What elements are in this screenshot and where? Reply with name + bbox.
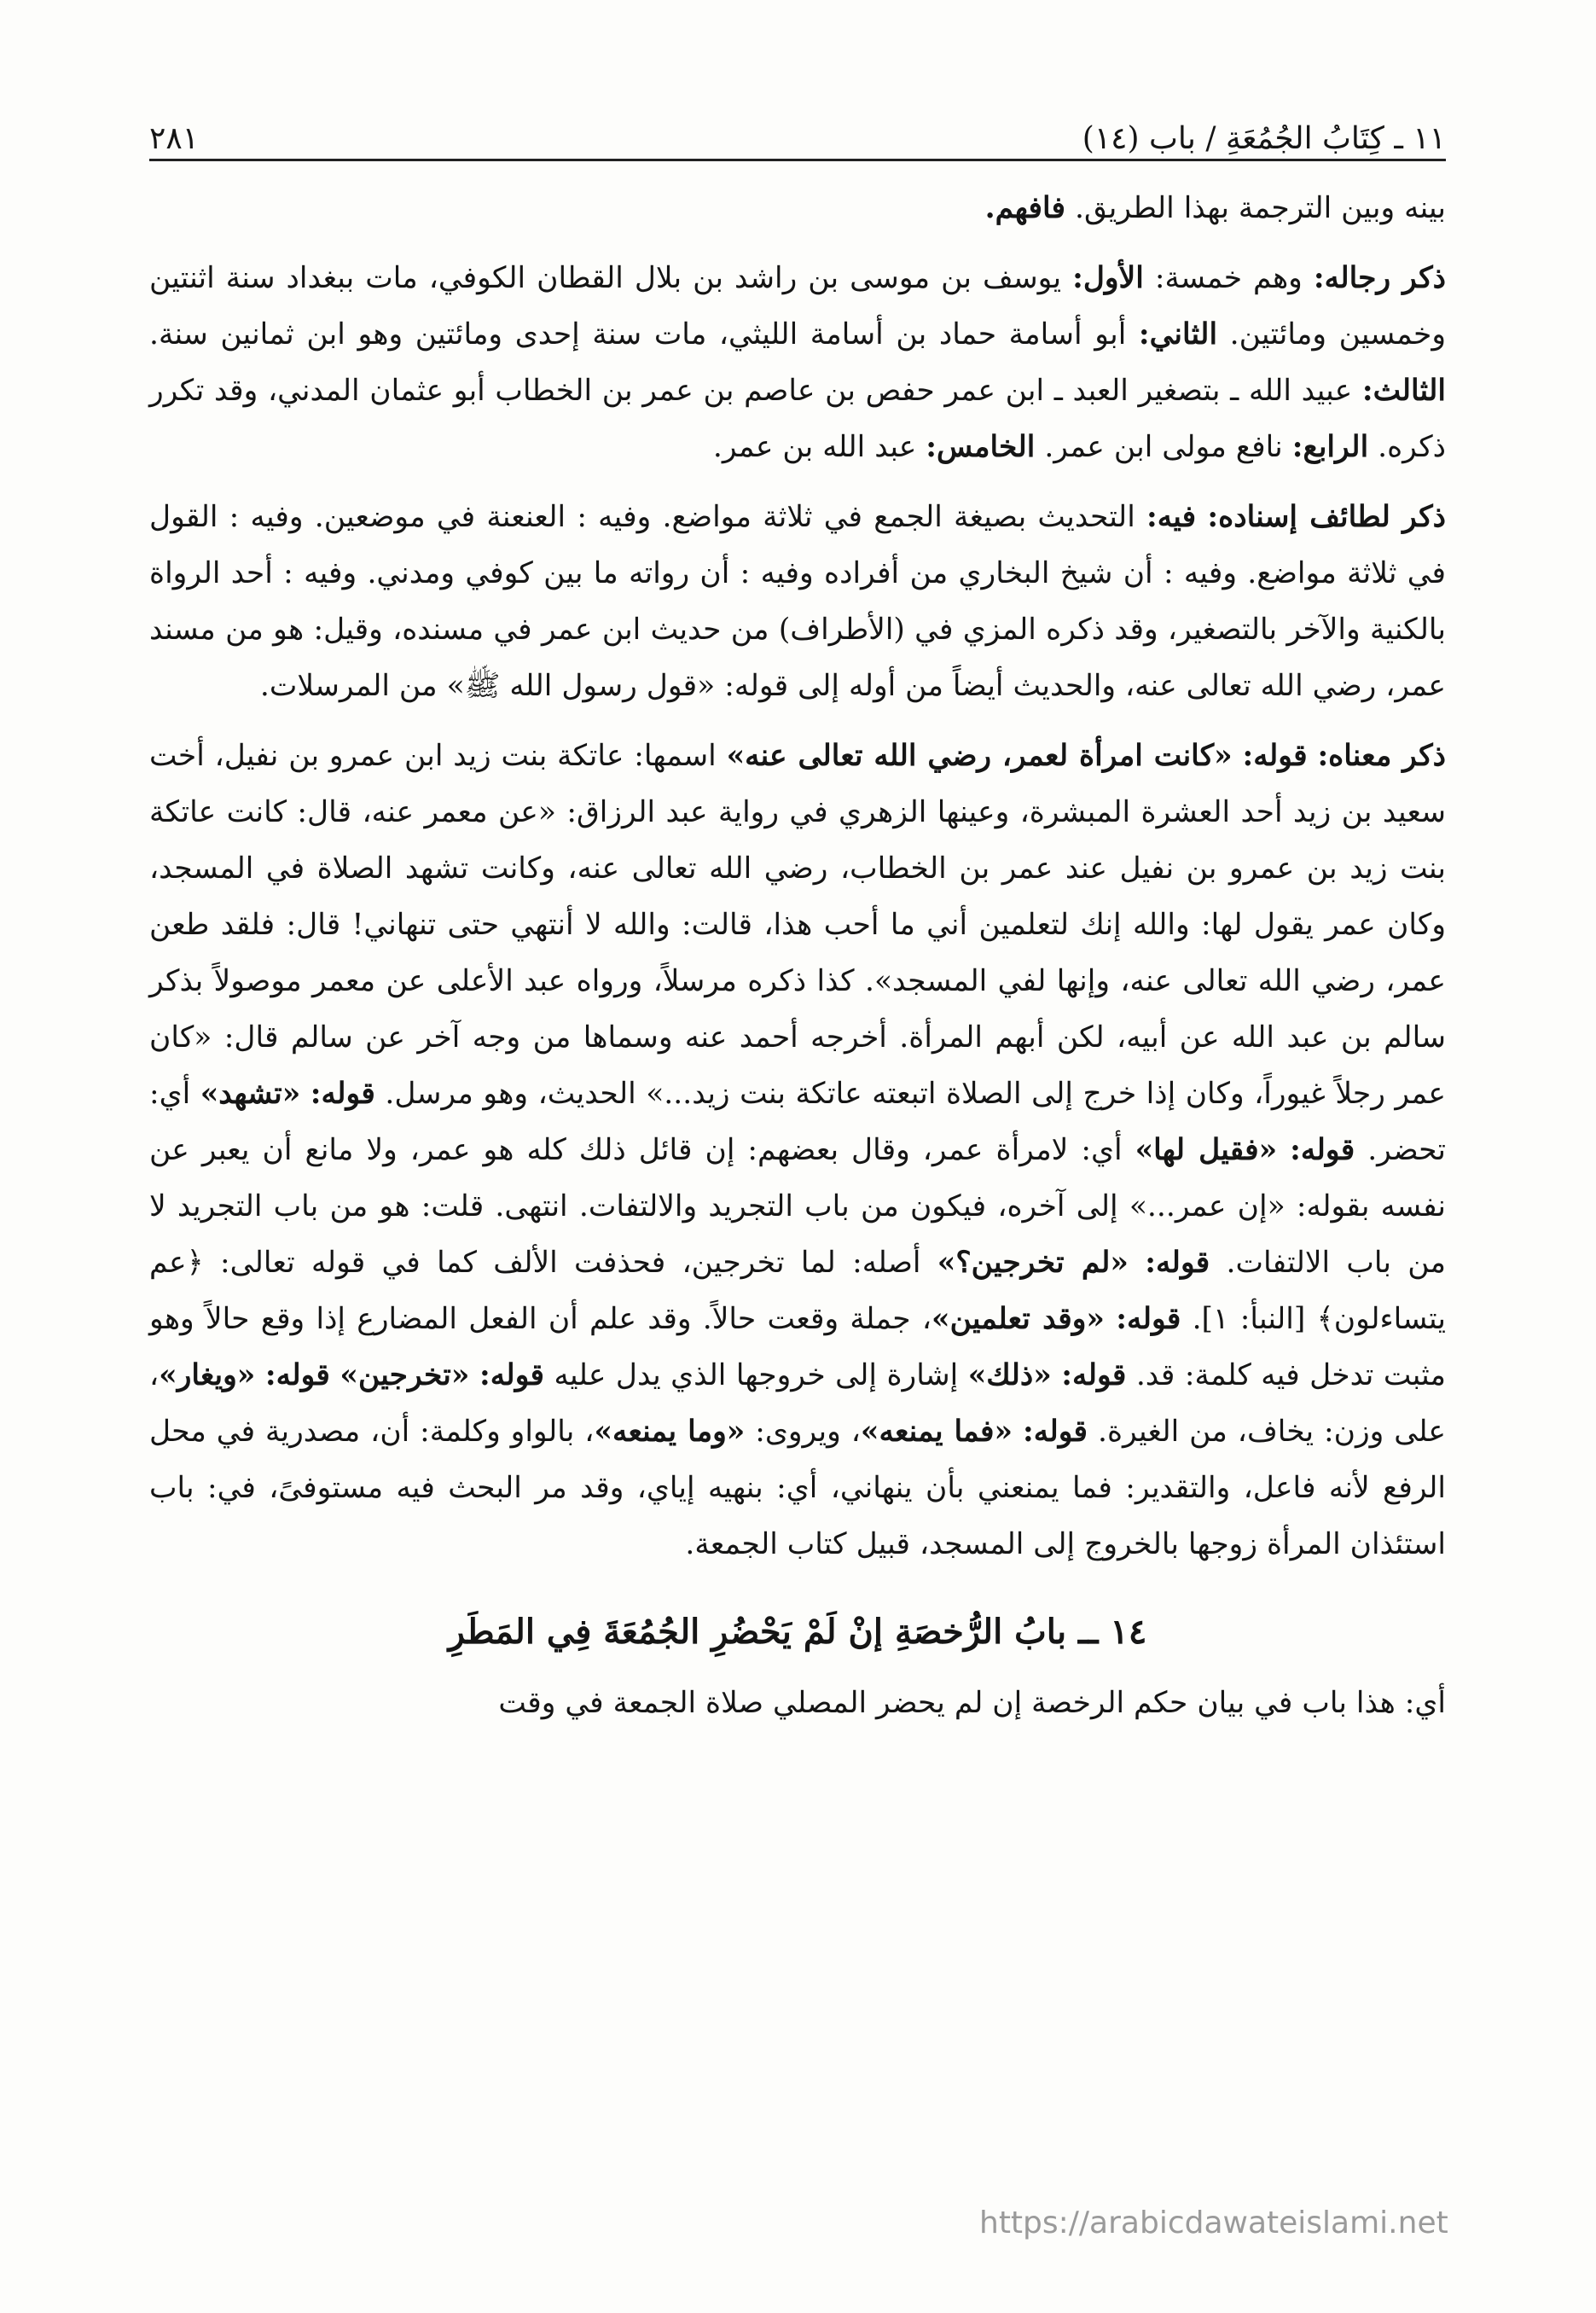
paragraph-meaning [149,728,1446,1572]
text-run [330,1358,340,1392]
bold-term: ذكر لطائف إسناده: [1207,500,1446,534]
paragraph-isnad-subtleties [149,489,1446,714]
bold-term: «فما يمنعه» [860,1415,1013,1449]
text-run [469,1358,479,1392]
bold-term: قوله: [264,1358,330,1392]
bold-term: «وقد تعلمين» [931,1302,1105,1336]
bold-term: الثالث: [1361,374,1446,408]
text-run: ، ويروى: [745,1415,861,1449]
bold-term: «فقيل لها» [1135,1133,1278,1167]
text-run [255,1358,265,1392]
text-run: وهم خمسة: [1143,261,1314,295]
bold-term: الأول: [1072,261,1144,295]
bold-term: قوله: [1290,1133,1355,1167]
bold-term: قوله: [479,1358,545,1392]
bold-term: ذكر معناه: [1317,739,1446,773]
text-run: إشارة إلى خروجها الذي يدل عليه [544,1358,968,1392]
text-run: أي: هذا باب في بيان حكم الرخصة إن لم يحضر المصلي صلاة الجمعة في وقت [498,1686,1446,1720]
bold-term: قوله: [1145,1246,1210,1280]
bold-term: «تشهد» [200,1077,301,1111]
bold-term: ذكر رجاله: [1313,261,1447,295]
running-head-title: ١١ ـ كِتَابُ الجُمُعَةِ / باب (١٤) [1082,121,1446,156]
bold-term: «ويغار» [159,1358,256,1392]
text-run: أصله: لما تخرجين، فحذفت الألف كما في قوله تعالى: ﴿عم يتساءلون﴾ [النبأ: ١]. [149,1246,1446,1336]
text-run: ، جملة وقعت حالاً. وقد علم أن الفعل المضارع إذا وقع حالاً وهو مثبت تدخل فيه كلمة: قد. [149,1302,1447,1392]
paragraph-narrators [149,250,1446,475]
bold-term: «لم تخرجين؟» [937,1246,1129,1280]
bold-term: الرابع: [1291,430,1369,464]
text-run: أي: تحضر. [149,1077,1446,1167]
bold-term: قوله: [1022,1415,1088,1449]
text-run: ، على وزن: يخاف، من الغيرة. [149,1358,1446,1449]
bold-term: قوله: [310,1077,375,1111]
running-head [149,102,1446,161]
text-run [1308,739,1318,773]
bold-term: فافهم. [984,191,1066,225]
text-run [1233,739,1243,773]
watermark-url: https://arabicdawateislami.net [979,2205,1448,2240]
bold-term: الثاني: [1138,317,1218,352]
page-number: ٢٨١ [149,121,200,156]
paragraph-chapter-intro [149,1675,1446,1731]
text-run: اسمها: عاتكة بنت زيد ابن عمرو بن نفيل، أخت سعيد بن زيد أحد العشرة المبشرة، وعينها الزهري في رواية عبد الرزاق: «عن معمر عنه، قال: كانت عاتكة بنت زيد بن عمرو بن نفيل عند عمر بن الخطاب، رضي الله تعالى عنه، وكانت تشهد الصلاة في المسجد، وكان عمر يقول لها: والله إنك لتعلمين أني ما أحب هذا، قالت: والله لا أنتهي حتى تنهاني! قال: فلقد طعن عمر، رضي الله تعالى عنه، وإنها لفي المسجد». كذا ذكره مرسلاً، ورواه عبد الأعلى عن معمر موصولاً بذكر سالم بن عبد الله عن أبيه، لكن أبهم المرأة. أخرجه أحمد عنه وسماها من وجه آخر عن سالم قال: «كان عمر رجلاً غيوراً، وكان إذا خرج إلى الصلاة اتبعته عاتكة بنت زيد...» الحديث، وهو مرسل. [149,739,1446,1111]
bold-term: «كانت امرأة لعمر، رضي الله تعالى عنه» [726,739,1233,773]
text-run: ، بالواو وكلمة: أن، مصدرية في محل الرفع لأنه فاعل، والتقدير: فما يمنعني بأن ينهاني، أي: بنهيه إياي، وقد مر البحث فيه مستوفىً، في: باب استئذان المرأة زوجها بالخروج إلى المسجد، قبيل كتاب الجمعة. [149,1415,1446,1561]
text-run [1052,1358,1062,1392]
text-run [1129,1246,1145,1280]
text-run: نافع مولى ابن عمر. [1035,430,1292,464]
text-run: بينه وبين الترجمة بهذا الطريق. [1065,191,1446,225]
bold-term: قوله: [1061,1358,1127,1392]
text-run [1277,1133,1290,1167]
text-run [1196,500,1207,534]
bold-term: قوله: [1242,739,1308,773]
text-run [300,1077,310,1111]
text-run: أي: لامرأة عمر، وقال بعضهم: إن قائل ذلك كله هو عمر، ولا مانع أن يعبر عن نفسه بقوله: «إن عمر...» إلى آخره، فيكون من باب التجريد والالتفات. انتهى. قلت: هو من باب التجريد لا من باب الالتفات. [149,1133,1447,1280]
paragraph-intro [149,180,1446,236]
bold-term: «ذلك» [967,1358,1052,1392]
bold-term: الخامس: [926,430,1036,464]
bold-term: قوله: [1116,1302,1181,1336]
text-run: أبو أسامة حماد بن أسامة الليثي، مات سنة إحدى ومائتين وهو ابن ثمانين سنة. [149,317,1139,352]
text-run: عبد الله بن عمر. [712,430,926,464]
bold-term: فيه: [1146,500,1197,534]
book-page [149,102,1446,1745]
text-run [1013,1415,1023,1449]
bold-term: «تخرجين» [340,1358,470,1392]
chapter-heading: ١٤ ــ بابُ الرُّخصَةِ إنْ لَمْ يَحْضُرِ الجُمُعَةَ فِي المَطَرِ [448,1612,1147,1652]
text-run [1105,1302,1116,1336]
text-run: عبيد الله ـ بتصغير العبد ـ ابن عمر حفص بن عاصم بن عمر بن الخطاب أبو عثمان المدني، وقد تكرر ذكره. [149,374,1446,464]
text-run: التحديث بصيغة الجمع في ثلاثة مواضع. وفيه : العنعنة في موضعين. وفيه : القول في ثلاثة مواضع. وفيه : أن شيخ البخاري من أفراده وفيه : أن رواته ما بين كوفي ومدني. وفيه : أحد الرواة بالكنية والآخر بالتصغير، وقد ذكره المزي في (الأطراف) من حديث ابن عمر في مسنده، وقيل: هو من مسند عمر، رضي الله تعالى عنه، والحديث أيضاً من أوله إلى قوله: «قول رسول الله ﷺ» من المرسلات. [149,500,1446,703]
text-run: يوسف بن موسى بن راشد بن بلال القطان الكوفي، مات ببغداد سنة اثنتين وخمسين ومائتين. [149,261,1446,352]
bold-term: «وما يمنعه» [594,1415,746,1449]
